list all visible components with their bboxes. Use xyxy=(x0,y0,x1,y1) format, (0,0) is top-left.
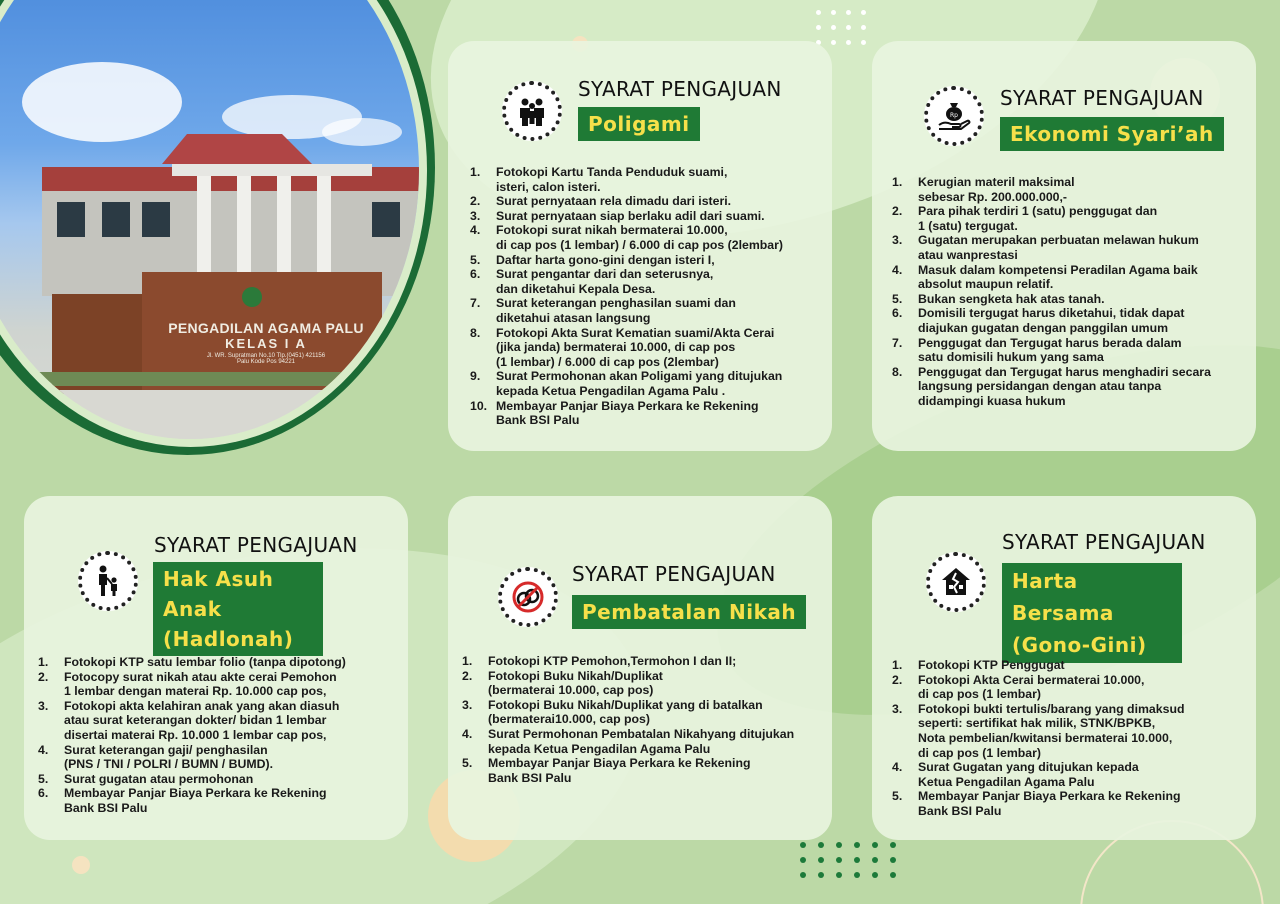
item-number: 8. xyxy=(470,325,481,340)
item-number: 6. xyxy=(38,786,49,801)
requirement-item: 8. Fotokopi Akta Surat Kematian suami/Akta Cerai (jika janda) bermaterai 10.000, di cap pos (1 lembar) / 6.000 di cap pos (2lembar) xyxy=(470,325,775,369)
requirement-item: 4. Fotokopi surat nikah bermaterai 10.000, di cap pos (1 lembar) / 6.000 di cap pos (2lembar) xyxy=(470,223,784,252)
item-number: 6. xyxy=(470,267,481,282)
card-badge: Ekonomi Syari’ah xyxy=(1000,117,1224,151)
card-poligami xyxy=(448,41,832,451)
requirement-item: 5. Membayar Panjar Biaya Perkara ke Rekening Bank BSI Palu xyxy=(892,789,1181,818)
requirement-item: 6. Surat pengantar dari dan seterusnya, dan diketahui Kepala Desa. xyxy=(470,267,714,296)
requirement-item: 5. Bukan sengketa hak atas tanah. xyxy=(892,291,1105,306)
requirements-list xyxy=(462,654,830,785)
parent-child-icon xyxy=(78,551,138,611)
requirement-item: 5. Daftar harta gono-gini dengan isteri I, xyxy=(470,252,715,267)
sign-postcode: Palu Kode Pos 94221 xyxy=(236,359,296,365)
item-number: 3. xyxy=(892,701,903,716)
item-number: 4. xyxy=(892,262,903,277)
badge-line: Harta Bersama xyxy=(1012,569,1114,625)
sign-title: PENGADILAN AGAMA PALU xyxy=(168,320,364,336)
requirement-item: 5. Surat gugatan atau permohonan xyxy=(38,771,254,786)
family-icon xyxy=(502,81,562,141)
item-number: 1. xyxy=(462,654,473,668)
item-number: 5. xyxy=(892,291,903,306)
item-number: 5. xyxy=(470,252,481,267)
badge-line: (Hadlonah) xyxy=(163,627,294,651)
requirement-item: 7. Penggugat dan Tergugat harus berada dalam satu domisili hukum yang sama xyxy=(892,335,1182,365)
house-split-icon xyxy=(926,552,986,612)
requirement-item: 1. Fotokopi Kartu Tanda Penduduk suami, isteri, calon isteri. xyxy=(470,165,728,194)
requirement-item: 3. Gugatan merupakan perbuatan melawan hukum atau wanprestasi xyxy=(892,233,1199,262)
card-ekonomi-syariah xyxy=(872,41,1256,451)
item-number: 4. xyxy=(892,760,903,775)
item-number: 1. xyxy=(892,175,903,189)
requirement-item: 4. Surat Gugatan yang ditujukan kepada Ketua Pengadilan Agama Palu xyxy=(892,760,1139,789)
court-building-photo xyxy=(0,0,435,455)
requirement-item: 2. Fotokopi Buku Nikah/Duplikat (bermaterai 10.000, cap pos) xyxy=(462,668,663,698)
badge-line: (Gono-Gini) xyxy=(1012,633,1147,657)
requirement-item: 5. Membayar Panjar Biaya Perkara ke Rekening Bank BSI Palu xyxy=(462,756,751,785)
card-heading: SYARAT PENGAJUAN xyxy=(154,533,358,557)
requirement-item: 2. Fotokopi Akta Cerai bermaterai 10.000, di cap pos (1 lembar) xyxy=(892,672,1145,702)
item-number: 5. xyxy=(892,789,903,804)
item-number: 10. xyxy=(470,398,488,413)
bg-dot xyxy=(72,856,90,874)
requirement-item: 7. Surat keterangan penghasilan suami dan diketahui atasan langsung xyxy=(470,296,736,325)
item-number: 8. xyxy=(892,364,903,379)
card-badge xyxy=(153,562,323,656)
item-number: 2. xyxy=(470,194,481,209)
item-number: 2. xyxy=(38,669,49,684)
item-number: 5. xyxy=(462,756,473,771)
item-number: 7. xyxy=(470,296,481,311)
card-heading: SYARAT PENGAJUAN xyxy=(1000,86,1204,110)
card-heading: SYARAT PENGAJUAN xyxy=(572,562,776,586)
requirements-list xyxy=(470,165,825,428)
item-number: 9. xyxy=(470,369,481,384)
item-number: 4. xyxy=(38,742,49,757)
sign-address: Jl. WR. Supratman No.10 Tlp.(0451) 421156 xyxy=(206,353,326,359)
item-number: 1. xyxy=(38,655,49,669)
item-number: 7. xyxy=(892,335,903,350)
item-number: 5. xyxy=(38,771,49,786)
item-number: 4. xyxy=(462,726,473,741)
card-badge: Poligami xyxy=(578,107,700,141)
requirement-item: 1. Kerugian materil maksimal sebesar Rp. 200.000.000,- xyxy=(892,175,1075,204)
requirement-item: 3. Fotokopi bukti tertulis/barang yang dimaksud seperti: sertifikat hak milik, STNK/BPKB, Nota pembelian/kwitansi bermaterai 10.000, di cap pos (1 lembar) xyxy=(892,701,1185,760)
card-harta-bersama xyxy=(872,496,1256,840)
requirement-item: 6. Domisili tergugat harus diketahui, tidak dapat diajukan gugatan dengan panggilan umum xyxy=(892,306,1185,335)
no-rings-icon xyxy=(498,567,558,627)
item-number: 1. xyxy=(470,165,481,179)
bg-dots-green xyxy=(800,842,896,878)
requirement-item: 3. Fotokopi akta kelahiran anak yang akan diasuh atau surat keterangan dokter/ bidan 1 lembar disertai materai Rp. 10.000 1 lembar cap pos, xyxy=(38,698,340,742)
item-number: 1. xyxy=(892,658,903,672)
card-heading: SYARAT PENGAJUAN xyxy=(578,77,782,101)
item-number: 3. xyxy=(470,208,481,223)
bg-dots-white xyxy=(816,10,866,45)
requirement-item: 1. Fotokopi KTP satu lembar folio (tanpa dipotong) xyxy=(38,655,346,669)
item-number: 2. xyxy=(462,668,473,683)
requirements-list xyxy=(892,175,1254,409)
requirement-item: 2. Para pihak terdiri 1 (satu) penggugat dan 1 (satu) tergugat. xyxy=(892,204,1158,233)
badge-line: Hak Asuh Anak xyxy=(163,567,274,621)
item-number: 4. xyxy=(470,223,481,238)
requirement-item: 4. Masuk dalam kompetensi Peradilan Agama baik absolut maupun relatif. xyxy=(892,262,1198,292)
sign-subtitle: KELAS I A xyxy=(225,336,307,351)
requirement-item: 8. Penggugat dan Tergugat harus menghadiri secara langsung persidangan dengan atau tanpa didampingi kuasa hukum xyxy=(892,364,1211,408)
item-number: 3. xyxy=(462,697,473,712)
requirement-item: 9. Surat Permohonan akan Poligami yang ditujukan kepada Ketua Pengadilan Agama Palu . xyxy=(470,369,783,398)
requirement-item: 4. Surat keterangan gaji/ penghasilan (PNS / TNI / POLRI / BUMN / BUMD). xyxy=(38,742,274,772)
requirement-item: 1. Fotokopi KTP Penggugat xyxy=(892,658,1065,672)
card-hak-asuh-anak xyxy=(24,496,408,840)
requirement-item: 3. Surat pernyataan siap berlaku adil dari suami. xyxy=(470,208,765,223)
card-badge: Pembatalan Nikah xyxy=(572,595,806,629)
card-heading: SYARAT PENGAJUAN xyxy=(1002,530,1206,554)
requirement-item: 4. Surat Permohonan Pembatalan Nikahyang ditujukan kepada Ketua Pengadilan Agama Palu xyxy=(462,726,795,756)
requirement-item: 3. Fotokopi Buku Nikah/Duplikat yang di batalkan (bermaterai10.000, cap pos) xyxy=(462,697,763,727)
requirements-list xyxy=(892,658,1254,819)
item-number: 2. xyxy=(892,672,903,687)
requirement-item: 10. Membayar Panjar Biaya Perkara ke Rekening Bank BSI Palu xyxy=(470,398,759,428)
item-number: 2. xyxy=(892,204,903,219)
requirement-item: 2. Surat pernyataan rela dimadu dari isteri. xyxy=(470,194,732,209)
card-badge xyxy=(1002,563,1182,663)
card-pembatalan-nikah xyxy=(448,496,832,840)
svg-text:Rp: Rp xyxy=(950,112,958,119)
item-number: 6. xyxy=(892,306,903,321)
item-number: 3. xyxy=(892,233,903,248)
requirement-item: 2. Fotocopy surat nikah atau akte cerai Pemohon 1 lembar dengan materai Rp. 10.000 cap pos, xyxy=(38,669,337,699)
requirement-item: 1. Fotokopi KTP Pemohon,Termohon I dan II; xyxy=(462,654,737,668)
money-bag-hand-icon xyxy=(924,86,984,146)
requirements-list xyxy=(38,655,400,816)
item-number: 3. xyxy=(38,698,49,713)
requirement-item: 6. Membayar Panjar Biaya Perkara ke Rekening Bank BSI Palu xyxy=(38,786,327,815)
